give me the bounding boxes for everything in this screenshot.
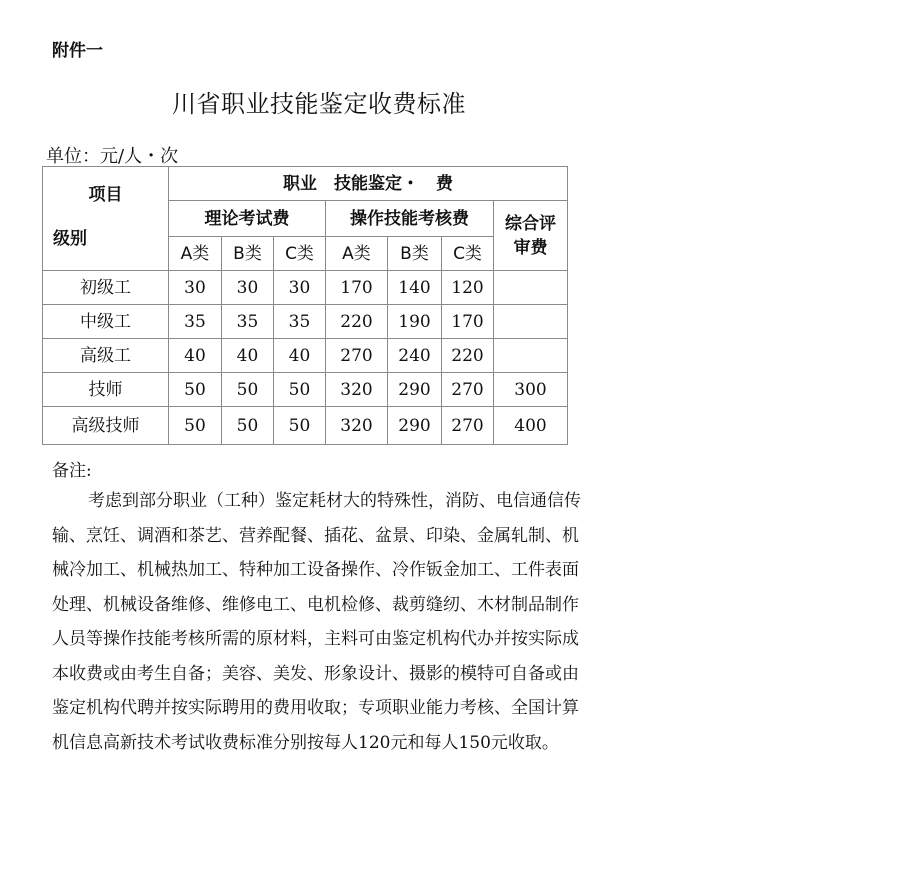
- practical-b-cell: 190: [388, 305, 442, 339]
- table-row: [43, 339, 568, 373]
- review-cell: [494, 271, 568, 305]
- practical-a-cell: 320: [326, 407, 388, 445]
- header-theory: 理论考试费: [169, 201, 326, 237]
- theory-c-cell: 50: [274, 407, 326, 445]
- theory-b-cell: 50: [222, 373, 274, 407]
- header-review: 综合评审费: [494, 201, 568, 271]
- practical-c-cell: 170: [442, 305, 494, 339]
- theory-b-cell: 30: [222, 271, 274, 305]
- practical-class-b: B类: [388, 237, 442, 271]
- practical-a-cell: 320: [326, 373, 388, 407]
- practical-a-cell: 170: [326, 271, 388, 305]
- theory-class-c: C类: [274, 237, 326, 271]
- level-cell: 技师: [43, 373, 169, 407]
- theory-class-b: B类: [222, 237, 274, 271]
- attachment-label: 附件一: [52, 41, 103, 61]
- theory-a-cell: 50: [169, 407, 222, 445]
- theory-c-cell: 50: [274, 373, 326, 407]
- table-row: [43, 305, 568, 339]
- review-cell: 300: [494, 373, 568, 407]
- level-cell: 高级技师: [43, 407, 169, 445]
- theory-a-cell: 30: [169, 271, 222, 305]
- theory-a-cell: 50: [169, 373, 222, 407]
- header-group: 职业 技能鉴定・ 费: [169, 167, 568, 201]
- header-level-label: 级别: [53, 229, 87, 249]
- practical-a-cell: 220: [326, 305, 388, 339]
- theory-a-cell: 40: [169, 339, 222, 373]
- practical-b-cell: 240: [388, 339, 442, 373]
- header-item-level-cell: [43, 167, 169, 271]
- theory-c-cell: 40: [274, 339, 326, 373]
- notes-paragraph: 考虑到部分职业（工种）鉴定耗材大的特殊性，消防、电信通信传输、烹饪、调酒和茶艺、营养配餐、插花、盆景、印染、金属轧制、机械冷加工、机械热加工、特种加工设备操作、冷作钣金加工、工件表面处理、机械设备维修、维修电工、电机检修、裁剪缝纫、木材制品制作人员等操作技能考核所需的原材料，主料可由鉴定机构代办并按实际成本收费或由考生自备；美容、美发、形象设计、摄影的模特可自备或由鉴定机构代聘并按实际聘用的费用收取；专项职业能力考核、全国计算机信息高新技术考试收费标准分别按每人120元和每人150元收取。: [52, 491, 581, 753]
- review-cell: [494, 305, 568, 339]
- table-row: [43, 271, 568, 305]
- level-cell: 初级工: [43, 271, 169, 305]
- page-title: 川省职业技能鉴定收费标准: [172, 90, 466, 118]
- practical-a-cell: 270: [326, 339, 388, 373]
- theory-b-cell: 50: [222, 407, 274, 445]
- practical-c-cell: 120: [442, 271, 494, 305]
- level-cell: 中级工: [43, 305, 169, 339]
- header-item-label: 项目: [88, 185, 123, 205]
- level-cell: 高级工: [43, 339, 169, 373]
- practical-b-cell: 140: [388, 271, 442, 305]
- theory-b-cell: 35: [222, 305, 274, 339]
- unit-label: 单位：元/人・次: [46, 146, 179, 167]
- practical-c-cell: 270: [442, 373, 494, 407]
- table-row: [43, 373, 568, 407]
- theory-c-cell: 30: [274, 271, 326, 305]
- fee-table: [42, 166, 568, 445]
- notes-body: [52, 484, 582, 760]
- theory-class-a: A类: [169, 237, 222, 271]
- practical-c-cell: 220: [442, 339, 494, 373]
- review-cell: 400: [494, 407, 568, 445]
- practical-b-cell: 290: [388, 407, 442, 445]
- header-practical: 操作技能考核费: [326, 201, 494, 237]
- notes-label: 备注:: [52, 461, 92, 481]
- practical-b-cell: 290: [388, 373, 442, 407]
- practical-c-cell: 270: [442, 407, 494, 445]
- practical-class-a: A类: [326, 237, 388, 271]
- theory-c-cell: 35: [274, 305, 326, 339]
- practical-class-c: C类: [442, 237, 494, 271]
- review-cell: [494, 339, 568, 373]
- theory-a-cell: 35: [169, 305, 222, 339]
- theory-b-cell: 40: [222, 339, 274, 373]
- table-row: [43, 407, 568, 445]
